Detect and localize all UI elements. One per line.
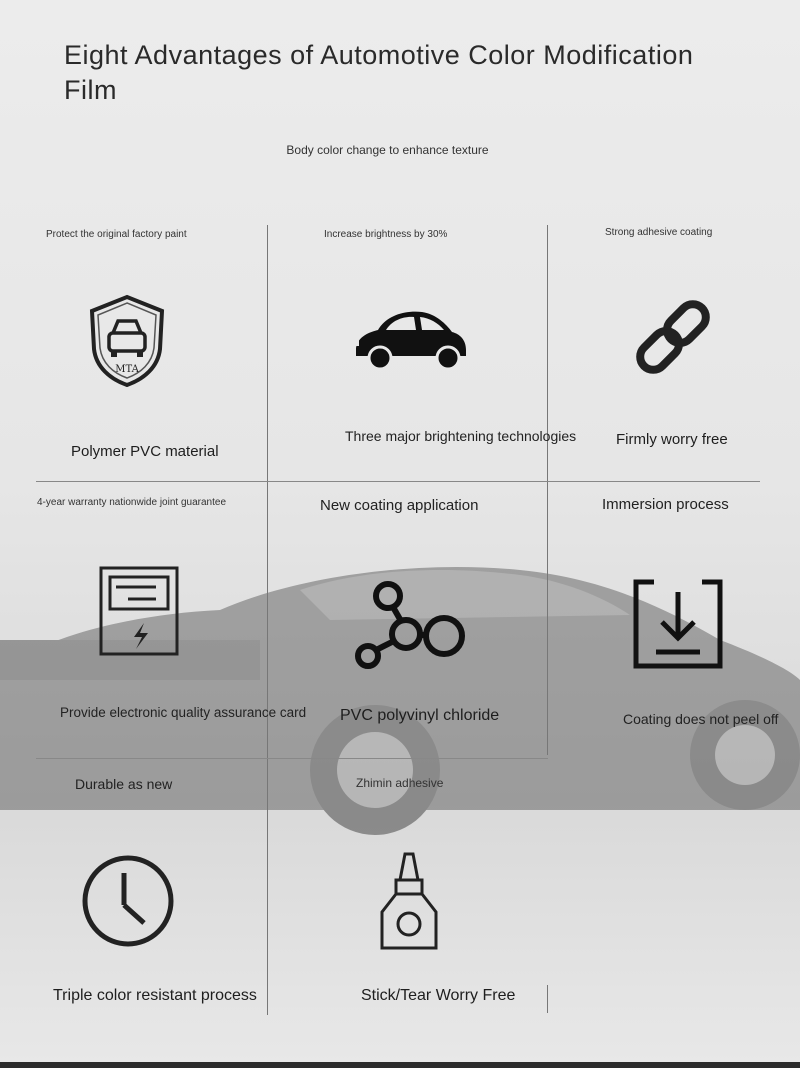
warranty-card-icon: [98, 565, 180, 657]
cell-3-title: Firmly worry free: [616, 431, 728, 448]
cell-2-caption: Increase brightness by 30%: [324, 229, 448, 240]
glue-bottle-icon: [376, 850, 442, 952]
cell-1-caption: Protect the original factory paint: [46, 229, 187, 240]
shield-label: MTA: [115, 364, 139, 375]
cell-8-title: Stick/Tear Worry Free: [361, 987, 516, 1004]
cell-6-title: Coating does not peel off: [623, 711, 779, 727]
bottom-bar: [0, 1062, 800, 1068]
grid-divider: [547, 985, 548, 1013]
cell-4-caption: 4-year warranty nationwide joint guarantee: [37, 497, 226, 508]
grid-divider: [36, 481, 760, 482]
cell-2-title: Three major brightening technologies: [345, 428, 577, 444]
cell-5-title: PVC polyvinyl chloride: [340, 707, 500, 724]
grid-divider: [36, 758, 548, 759]
page-title: Eight Advantages of Automotive Color Modification Film: [64, 40, 694, 105]
cell-7-title: Triple color resistant process: [53, 987, 257, 1004]
clock-icon: [80, 853, 176, 949]
chain-link-icon: [626, 290, 720, 384]
cell-6-caption: Immersion process: [602, 496, 729, 513]
grid-divider: [267, 225, 268, 1015]
cell-5-caption: New coating application: [320, 497, 479, 514]
shield-car-icon: [88, 293, 166, 387]
molecule-icon: [350, 578, 470, 672]
download-box-icon: [630, 578, 726, 672]
cell-3-caption: Strong adhesive coating: [605, 227, 713, 238]
cell-4-title: Provide electronic quality assurance card: [60, 705, 307, 720]
cell-7-caption: Durable as new: [75, 776, 173, 792]
cell-8-caption: Zhimin adhesive: [356, 776, 444, 790]
page-subtitle: Body color change to enhance texture: [286, 143, 489, 157]
grid-divider: [547, 225, 548, 755]
cell-1-title: Polymer PVC material: [71, 443, 219, 460]
car-icon: [352, 308, 468, 372]
